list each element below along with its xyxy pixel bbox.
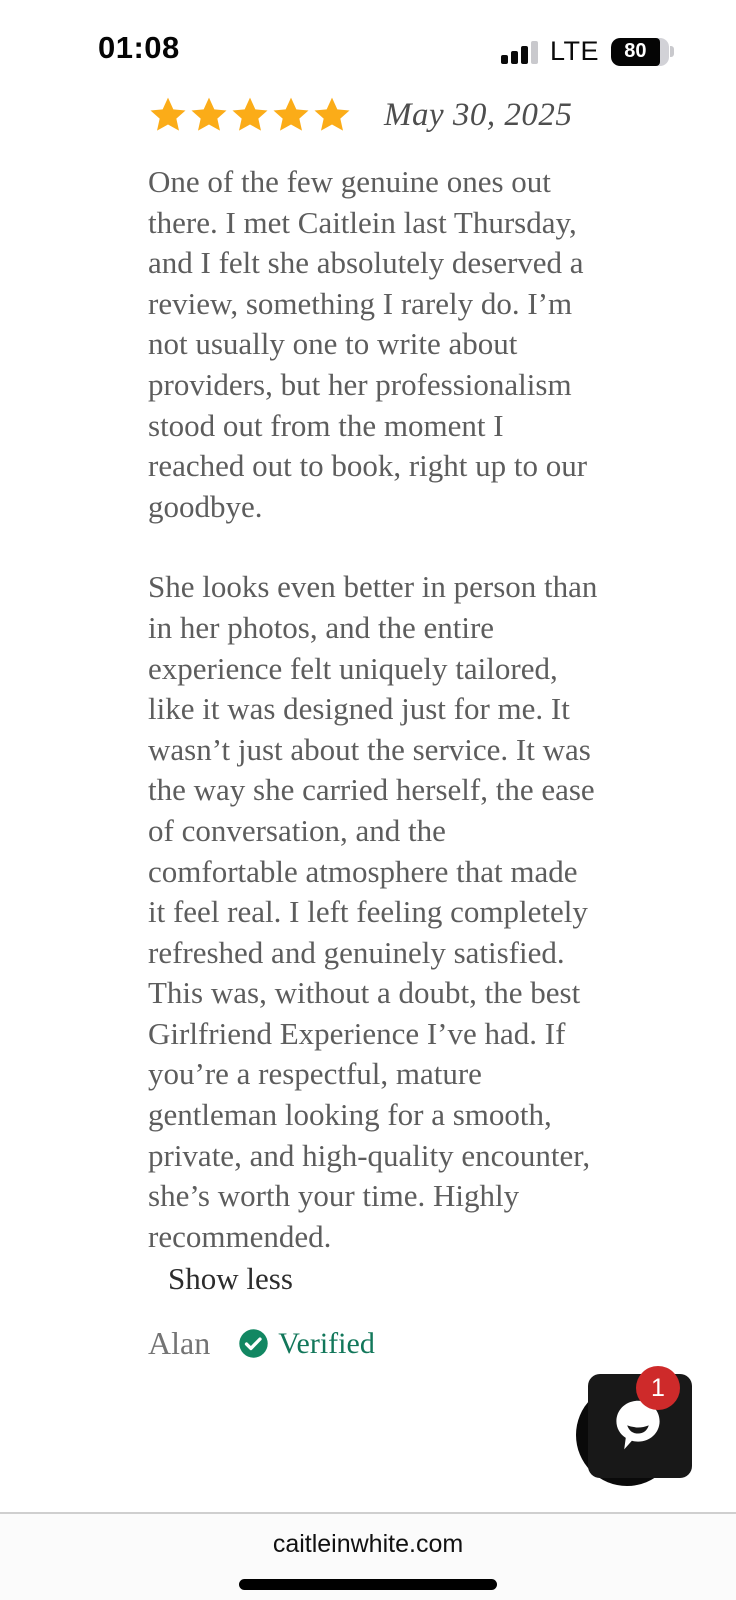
battery-percent: 80 — [624, 40, 647, 62]
review-text — [148, 162, 600, 1257]
review-card — [148, 90, 600, 1362]
star-icon — [230, 95, 270, 135]
battery-icon — [611, 38, 674, 66]
chat-widget-button[interactable] — [588, 1374, 692, 1478]
reviewer-row — [148, 1325, 600, 1362]
review-paragraph: She looks even better in person than in her photos, and the entire experience felt uniquely tailored, like it was designed just for me. It wasn’t just about the service. It was the way she carried herself, the ease of conversation, and the comfortable atmosphere that made it feel real. I left feeling completely refreshed and genuinely satisfied. This was, without a doubt, the best Girlfriend Experience I’ve had. If you’re a respectful, mature gentleman looking for a smooth, private, and high-quality encounter, she’s worth your time. Highly recommended. — [148, 569, 598, 1254]
star-rating — [148, 95, 352, 135]
address-bar[interactable]: caitleinwhite.com — [272, 1530, 464, 1558]
review-paragraph: One of the few genuine ones out there. I met Caitlein last Thursday, and I felt she absolutely deserved a review, something I rarely do. I’m not usually one to write about providers, but her professionalism stood out from the moment I reached out to book, right up to our goodbye. — [148, 164, 588, 524]
home-indicator[interactable] — [239, 1579, 497, 1590]
star-icon — [312, 95, 352, 135]
verified-label: Verified — [278, 1326, 375, 1360]
reviewer-name: Alan — [148, 1325, 211, 1362]
status-bar — [0, 0, 736, 84]
notification-badge: 1 — [636, 1366, 680, 1410]
star-icon — [148, 95, 188, 135]
show-less-link[interactable]: Show less — [168, 1261, 293, 1297]
browser-bottom-bar — [0, 1512, 736, 1600]
verified-badge — [238, 1327, 375, 1361]
star-icon — [271, 95, 311, 135]
clock: 01:08 — [98, 30, 180, 65]
signal-strength-icon — [501, 40, 538, 64]
review-date: May 30, 2025 — [384, 96, 573, 133]
carrier-label: LTE — [549, 36, 599, 66]
verified-check-icon — [238, 1328, 269, 1359]
star-icon — [189, 95, 229, 135]
rating-row — [148, 90, 600, 140]
